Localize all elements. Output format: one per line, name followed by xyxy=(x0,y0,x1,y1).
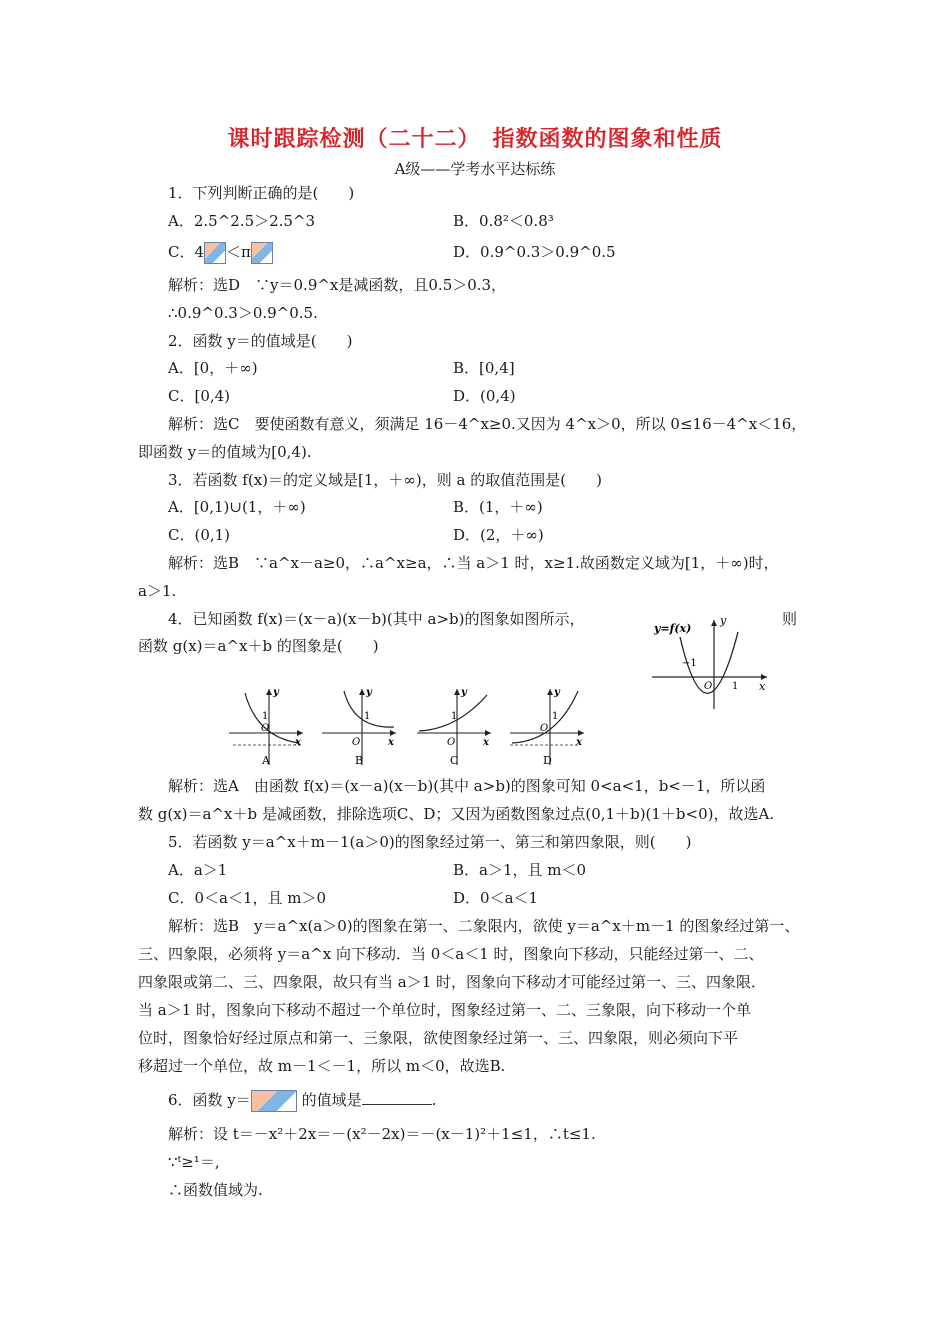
question-4-line2: 函数 g(x)＝a^x＋b 的图象是( ) xyxy=(138,637,379,655)
option-b-y: y xyxy=(366,687,372,698)
q3-option-a: A．[0,1)∪(1，＋∞) xyxy=(168,498,306,516)
question-5: 5．若函数 y＝a^x＋m－1(a＞0)的图象经过第一、第三和第四象限，则( ) xyxy=(168,833,692,851)
q3-option-b: B．(1，＋∞) xyxy=(453,498,543,516)
q5-option-b: B．a＞1，且 m＜0 xyxy=(453,861,587,879)
q2-option-c: C．[0,4) xyxy=(168,387,231,405)
q2-option-a: A．[0，＋∞) xyxy=(168,359,258,377)
solution-4-line2: 数 g(x)＝a^x＋b 是减函数，排除选项C、D；又因为函数图象过点(0,1＋b)(1＋b<0)，故选A. xyxy=(138,805,775,823)
f-graph-y-label: y xyxy=(720,614,727,627)
f-graph-x-label: x xyxy=(759,680,766,693)
q6-end: . xyxy=(431,1091,437,1109)
option-d-origin: O xyxy=(540,723,549,734)
section-subtitle: A级——学考水平达标练 xyxy=(394,160,556,178)
answer-blank xyxy=(362,1088,432,1105)
solution-3-line1: 解析：选B ∵a^x－a≥0，∴a^x≥a，∴当 a＞1 时，x≥1.故函数定义域为[1，＋∞)时， xyxy=(168,554,779,572)
solution-1-line2: ∴0.9^0.3＞0.9^0.5. xyxy=(168,304,318,322)
solution-5-line1: 解析：选B y＝a^x(a＞0)的图象在第一、二象限内，欲使 y＝a^x＋m－1 的图象经过第一、 xyxy=(168,917,800,935)
q1-option-c xyxy=(168,242,273,264)
question-1: 1．下列判断正确的是( ) xyxy=(168,184,355,202)
option-d-label: D xyxy=(543,754,552,767)
solution-5-line5: 位时，图象恰好经过原点和第一、三象限，欲使图象经过第一、三、四象限，则必须向下平 xyxy=(138,1029,739,1047)
solution-1-line1: 解析：选D ∵y＝0.9^x是减函数，且0.5＞0.3， xyxy=(168,276,507,294)
broken-image-icon xyxy=(251,242,273,264)
option-a-x: x xyxy=(295,737,301,748)
q6-prefix: 6．函数 y＝ xyxy=(168,1091,251,1109)
option-a-origin: O xyxy=(261,723,270,734)
option-c-origin: O xyxy=(447,737,456,748)
broken-image-icon xyxy=(204,242,226,264)
question-4-then: 则 xyxy=(782,610,798,628)
solution-6-line3: ∴函数值域为. xyxy=(168,1181,263,1199)
solution-3-line2: a＞1. xyxy=(138,582,177,600)
q1c-middle: ＜π xyxy=(226,243,251,261)
figure-f-graph xyxy=(652,612,774,712)
f-graph-tick-neg1: −1 xyxy=(682,658,697,669)
option-b-tick-1: 1 xyxy=(364,711,371,722)
solution-5-line6: 移超过一个单位，故 m－1＜－1，所以 m＜0，故选B. xyxy=(138,1057,506,1075)
q2-option-d: D．(0,4) xyxy=(453,387,516,405)
solution-5-line2: 三、四象限，必须将 y＝a^x 向下移动．当 0＜a＜1 时，图象向下移动，只能经过第一、二、 xyxy=(138,945,764,963)
option-d-y: y xyxy=(554,687,560,698)
question-3: 3．若函数 f(x)＝的定义域是[1，＋∞)，则 a 的取值范围是( ) xyxy=(168,471,602,489)
option-b-origin: O xyxy=(352,737,361,748)
q5-option-c: C．0＜a＜1，且 m＞0 xyxy=(168,889,327,907)
solution-4-line1: 解析：选A 由函数 f(x)＝(x－a)(x－b)(其中 a>b)的图象可知 0<a<1，b<－1，所以函 xyxy=(168,777,766,795)
option-b-x: x xyxy=(388,737,394,748)
option-d-x: x xyxy=(576,737,582,748)
q3-option-d: D．(2，＋∞) xyxy=(453,526,544,544)
solution-5-line4: 当 a＞1 时，图象向下移动不超过一个单位时，图象经过第一、二、三象限，向下移动一个单 xyxy=(138,1001,752,1019)
q1-option-d: D．0.9^0.3＞0.9^0.5 xyxy=(453,243,616,261)
q1-option-b: B．0.8²＜0.8³ xyxy=(453,212,554,230)
option-a-label: A xyxy=(262,754,270,767)
figure-option-b xyxy=(318,685,400,767)
question-2: 2．函数 y＝的值域是( ) xyxy=(168,332,353,350)
solution-2-line1: 解析：选C 要使函数有意义，须满足 16－4^x≥0.又因为 4^x＞0，所以 0≤16－4^x＜16， xyxy=(168,415,807,433)
option-c-x: x xyxy=(483,737,489,748)
question-4-line1: 4．已知函数 f(x)＝(x－a)(x－b)(其中 a>b)的图象如图所示， xyxy=(168,610,585,628)
option-a-y: y xyxy=(273,687,279,698)
figure-option-c xyxy=(413,685,495,767)
q1c-prefix: C．4 xyxy=(168,243,205,261)
option-d-tick-1: 1 xyxy=(552,711,559,722)
q2-option-b: B．[0,4] xyxy=(453,359,515,377)
solution-5-line3: 四象限或第二、三、四象限，故只有当 a＞1 时，图象向下移动才可能经过第一、三、四象限． xyxy=(138,973,767,991)
f-graph-label: y=f(x) xyxy=(654,622,692,635)
solution-2-line2: 即函数 y＝的值域为[0,4). xyxy=(138,443,312,461)
broken-image-icon xyxy=(251,1090,297,1112)
q1-option-a: A．2.5^2.5＞2.5^3 xyxy=(168,212,316,230)
solution-6-line1: 解析：设 t＝－x²＋2x＝－(x²－2x)＝－(x－1)²＋1≤1，∴t≤1. xyxy=(168,1125,596,1143)
q6-suffix: 的值域是 xyxy=(301,1091,362,1109)
option-b-label: B xyxy=(355,754,364,767)
solution-6-line2: ∵ᵗ≥¹＝, xyxy=(168,1153,220,1171)
question-6 xyxy=(168,1088,436,1112)
option-c-tick-1: 1 xyxy=(451,711,458,722)
q5-option-d: D．0＜a＜1 xyxy=(453,889,539,907)
option-c-label: C xyxy=(450,754,459,767)
f-graph-origin: O xyxy=(704,681,713,692)
q5-option-a: A．a＞1 xyxy=(168,861,228,879)
option-c-y: y xyxy=(461,687,467,698)
figure-option-d xyxy=(506,685,588,767)
q3-option-c: C．(0,1) xyxy=(168,526,231,544)
option-a-tick-1: 1 xyxy=(262,711,269,722)
page-title: 课时跟踪检测（二十二） 指数函数的图象和性质 xyxy=(227,127,723,152)
figure-option-a xyxy=(225,685,307,767)
f-graph-tick-1: 1 xyxy=(732,681,739,692)
